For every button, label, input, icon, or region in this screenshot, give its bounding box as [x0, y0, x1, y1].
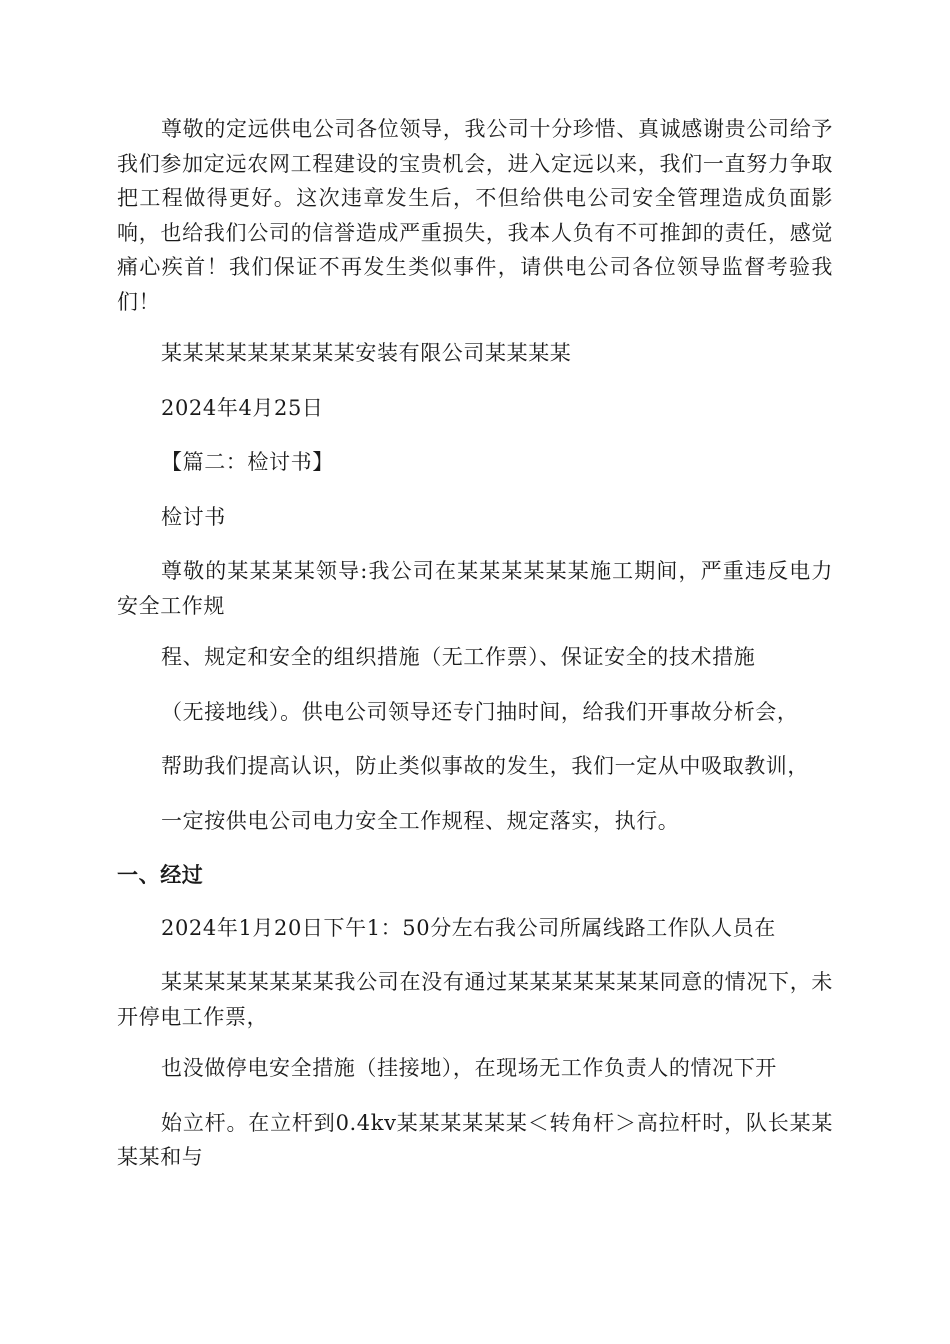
event-paragraph-4: 始立杆。在立杆到0.4kv某某某某某某＜转角杆＞高拉杆时，队长某某某某和与: [117, 1110, 833, 1169]
section-label: 【篇二：检讨书】: [161, 450, 334, 474]
body-line-a: 程、规定和安全的组织措施（无工作票）、保证安全的技术措施: [161, 645, 756, 669]
body-line-c: 帮助我们提高认识，防止类似事故的发生，我们一定从中吸取教训，: [161, 754, 809, 778]
document-title: 检讨书: [161, 504, 226, 529]
event-line-1: 2024年1月20日下午1：50分左右我公司所属线路工作队人员在: [161, 915, 776, 940]
section-heading: 一、经过: [117, 863, 204, 887]
event-paragraph-2: 某某某某某某某某我公司在没有通过某某某某某某某同意的情况下，未开停电工作票，: [117, 970, 833, 1029]
salutation-paragraph: 尊敬的某某某某领导:我公司在某某某某某某施工期间，严重违反电力安全工作规: [117, 559, 833, 618]
signature-line: 某某某某某某某某某安装有限公司某某某某: [161, 341, 572, 365]
body-line-b: （无接地线）。供电公司领导还专门抽时间，给我们开事故分析会，: [161, 699, 799, 724]
date-line: 2024年4月25日: [161, 395, 324, 420]
document-page: [117, 112, 833, 1175]
body-line-d: 一定按供电公司电力安全工作规程、规定落实，执行。: [161, 808, 680, 833]
intro-paragraph: 尊敬的定远供电公司各位领导，我公司十分珍惜、真诚感谢贵公司给予我们参加定远农网工程建设的宝贵机会，进入定远以来，我们一直努力争取把工程做得更好。这次违章发生后，不但给供电公司安全管理造成负面影响，也给我们公司的信誉造成严重损失，我本人负有不可推卸的责任，感觉痛心疾首！我们保证不再发生类似事件，请供电公司各位领导监督考验我们！: [117, 117, 833, 314]
event-line-3: 也没做停电安全措施（挂接地），在现场无工作负责人的情况下开: [161, 1056, 777, 1080]
